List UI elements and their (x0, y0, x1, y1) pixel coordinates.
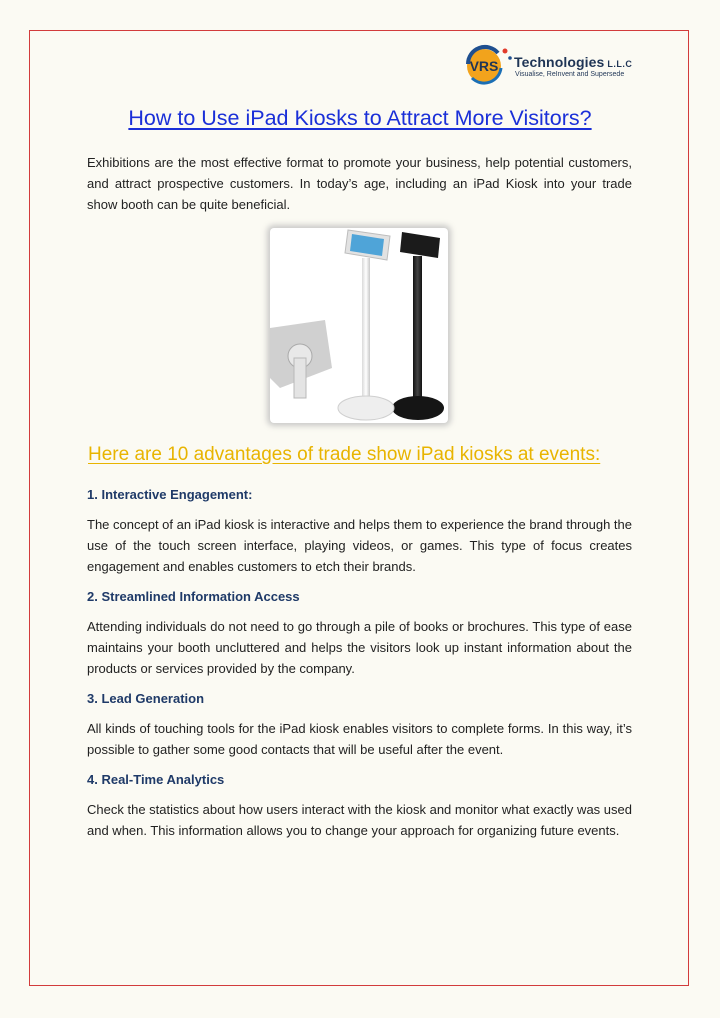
section-heading-information-access: 2. Streamlined Information Access (87, 589, 300, 604)
advantages-subtitle: Here are 10 advantages of trade show iPad kiosks at events: (88, 444, 601, 465)
section-heading-real-time-analytics: 4. Real-Time Analytics (87, 772, 225, 787)
intro-paragraph: Exhibitions are the most effective format to promote your business, help potential customers, and attract prospective customers. In today’s age, including an iPad Kiosk into your trade show booth can be quite beneficial. (87, 155, 632, 212)
logo-tagline: Visualise, ReInvent and Supersede (515, 71, 625, 78)
section-body-lead-generation: All kinds of touching tools for the iPad kiosk enables visitors to complete forms. In this way, it’s possible to gather some good contacts that will be useful after the event. (87, 721, 632, 757)
logo-name (514, 54, 632, 70)
ipad-kiosk-stands-illustration (270, 228, 448, 423)
section-body-interactive-engagement: The concept of an iPad kiosk is interactive and helps them to experience the brand through the use of the touch screen interface, playing videos, or games. This type of focus creates engagement and enables customers to etch their brands. (87, 517, 632, 574)
logo-name-text: Technologies (514, 54, 605, 70)
section-heading-lead-generation: 3. Lead Generation (87, 691, 205, 706)
company-logo (462, 44, 662, 88)
section-body-information-access: Attending individuals do not need to go through a pile of books or brochures. This type of ease maintains your booth uncluttered and helps the visitors look up instant information about the products or services provided by the company. (87, 619, 632, 676)
section-heading-interactive-engagement: 1. Interactive Engagement: (87, 487, 253, 502)
logo-suffix: L.L.C (607, 59, 633, 69)
section-body-real-time-analytics: Check the statistics about how users interact with the kiosk and monitor what exactly was used and when. This information allows you to change your approach for organizing future events. (87, 802, 632, 838)
logo-initials: VRS (469, 58, 499, 74)
vrs-logo-icon (462, 44, 518, 88)
page-title: How to Use iPad Kiosks to Attract More Visitors? (128, 106, 592, 130)
kiosk-image (270, 228, 448, 423)
